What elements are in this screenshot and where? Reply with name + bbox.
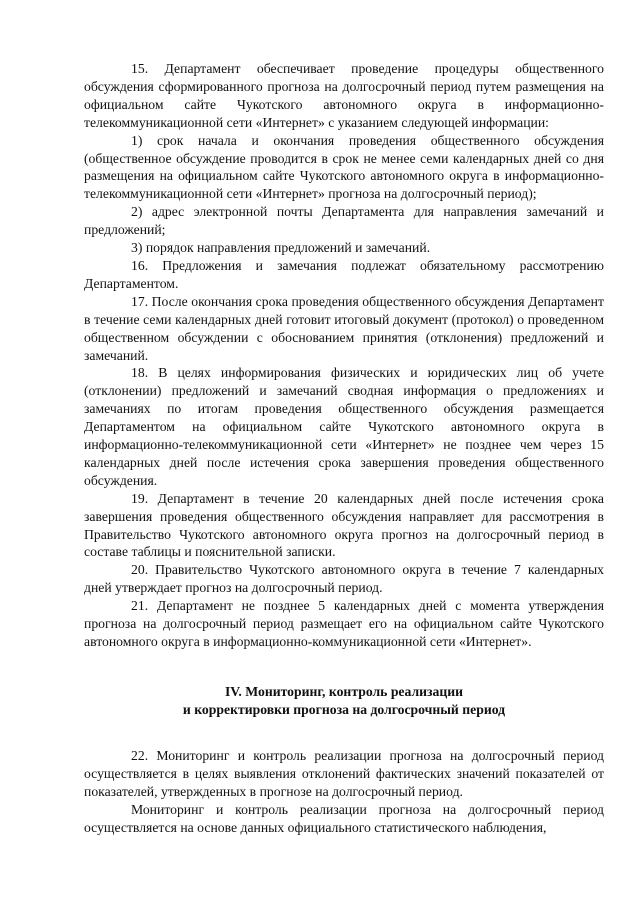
section-heading-line-1: IV. Мониторинг, контроль реализации: [224, 683, 464, 699]
paragraph-19: 19. Департамент в течение 20 календарных дней после истечения срока завершения проведения общественного обсуждения направляет для рассмотрения в Правительство Чукотского автономного округа прогноз на долгосрочный период в составе таблицы и пояснительной записки.: [84, 490, 604, 560]
paragraph-22-continuation: Мониторинг и контроль реализации прогноза на долгосрочный период осуществляется на основе данных официального статистического наблюдения,: [84, 801, 604, 835]
heading-spacer: [84, 719, 604, 747]
document-page: [84, 60, 604, 836]
paragraph-15-item-3: 3) порядок направления предложений и замечаний.: [131, 240, 431, 256]
section-heading: [84, 683, 604, 719]
paragraph-15-item-2: 2) адрес электронной почты Департамента для направления замечаний и предложений;: [84, 204, 604, 238]
section-heading-line-2: и корректировки прогноза на долгосрочный период: [182, 701, 506, 717]
paragraph-22: 22. Мониторинг и контроль реализации прогноза на долгосрочный период осуществляется в целях выявления отклонений фактических значений показателей от показателей, утвержденных в прогнозе на долгосрочный период.: [84, 747, 604, 799]
paragraph-17: 17. После окончания срока проведения общественного обсуждения Департамент в течение семи календарных дней готовит итоговый документ (протокол) о проведенном общественном обсуждении с обоснованием принятия (отклонения) предложений и замечаний.: [84, 293, 604, 363]
paragraph-16: 16. Предложения и замечания подлежат обязательному рассмотрению Департаментом.: [84, 257, 604, 291]
paragraph-20: 20. Правительство Чукотского автономного округа в течение 7 календарных дней утверждает прогноз на долгосрочный период.: [84, 562, 604, 596]
paragraph-15-item-1: 1) срок начала и окончания проведения общественного обсуждения (общественное обсуждение проводится в срок не менее семи календарных дней со дня размещения на официальном сайте Чукотского автономного округа в информационно-телекоммуникационной сети «Интернет» прогноза на долгосрочный период);: [84, 132, 604, 202]
paragraph-21: 21. Департамент не позднее 5 календарных дней с момента утверждения прогноза на долгосрочный период размещает его на официальном сайте Чукотского автономного округа в информационно-коммуникационной сети «Интернет».: [84, 598, 604, 649]
paragraph-15: 15. Департамент обеспечивает проведение процедуры общественного обсуждения сформированного прогноза на долгосрочный период путем размещения на официальном сайте Чукотского автономного округа в информационно-телекоммуникационной сети «Интернет» с указанием следующей информации:: [84, 61, 604, 130]
paragraph-18: 18. В целях информирования физических и юридических лиц об учете (отклонении) предложений и замечаний сводная информация о предложениях и замечаниях по итогам проведения общественного обсуждения размещается Департаментом на официальном сайте Чукотского автономного округа в информационно-телекоммуникационной сети «Интернет» не позднее чем через 15 календарных дней после истечения срока завершения проведения общественного обсуждения.: [84, 365, 604, 488]
